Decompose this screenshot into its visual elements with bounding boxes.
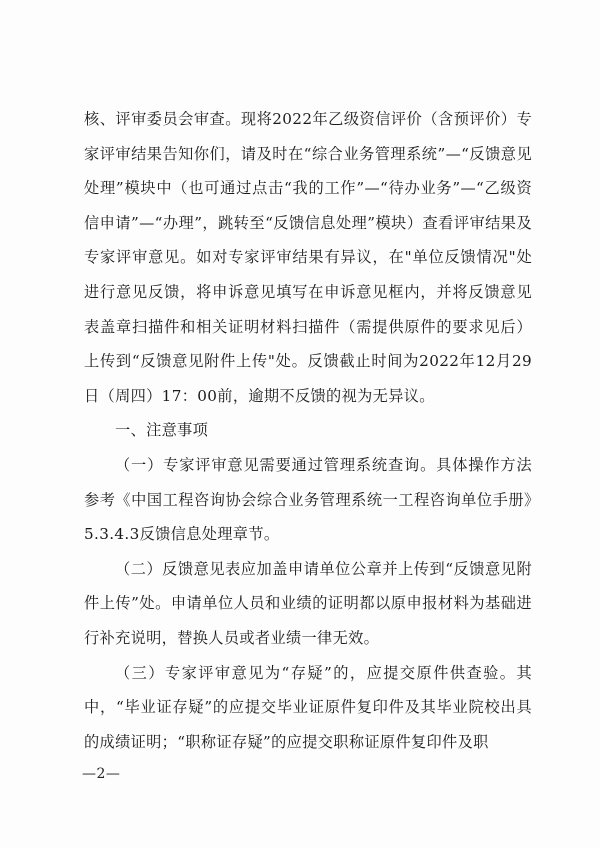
section-heading: 一、注意事项 [115, 421, 209, 440]
page-number: —2— [82, 766, 121, 782]
notice-item-2: （二）反馈意见表应加盖申请单位公章并上传到“反馈意见附件上传”处。申请单位人员和业绩的证明都以原申报材料为基础进行补充说明，替换人员或者业绩一律无效。 [84, 559, 532, 647]
document-body [84, 102, 532, 759]
body-paragraph: 核、评审委员会审查。现将2022年乙级资信评价（含预评价）专家评审结果告知你们，请及时在“综合业务管理系统”—“反馈意见处理”模块中（也可通过点击“我的工作”—“待办业务”—“乙级资信申请”—“办理”，跳转至“反馈信息处理”模块）查看评审结果及专家评审意见。如对专家评审结果有异议，在"单位反馈情况"处进行意见反馈，将申诉意见填写在申诉意见框内，并将反馈意见表盖章扫描件和相关证明材料扫描件（需提供原件的要求见后）上传到“反馈意见附件上传"处。反馈截止时间为2022年12月29日（周四）17：00前，逾期不反馈的视为无异议。 [84, 110, 532, 405]
notice-item-3: （三）专家评审意见为“存疑”的，应提交原件供查验。其中，“毕业证存疑”的应提交毕业证原件复印件及其毕业院校出具的成绩证明；“职称证存疑”的应提交职称证原件复印件及职 [84, 663, 532, 751]
notice-item-1: （一）专家评审意见需要通过管理系统查询。具体操作方法参考《中国工程咨询协会综合业务管理系统一工程咨询单位手册》5.3.4.3反馈信息处理章节。 [84, 455, 532, 544]
